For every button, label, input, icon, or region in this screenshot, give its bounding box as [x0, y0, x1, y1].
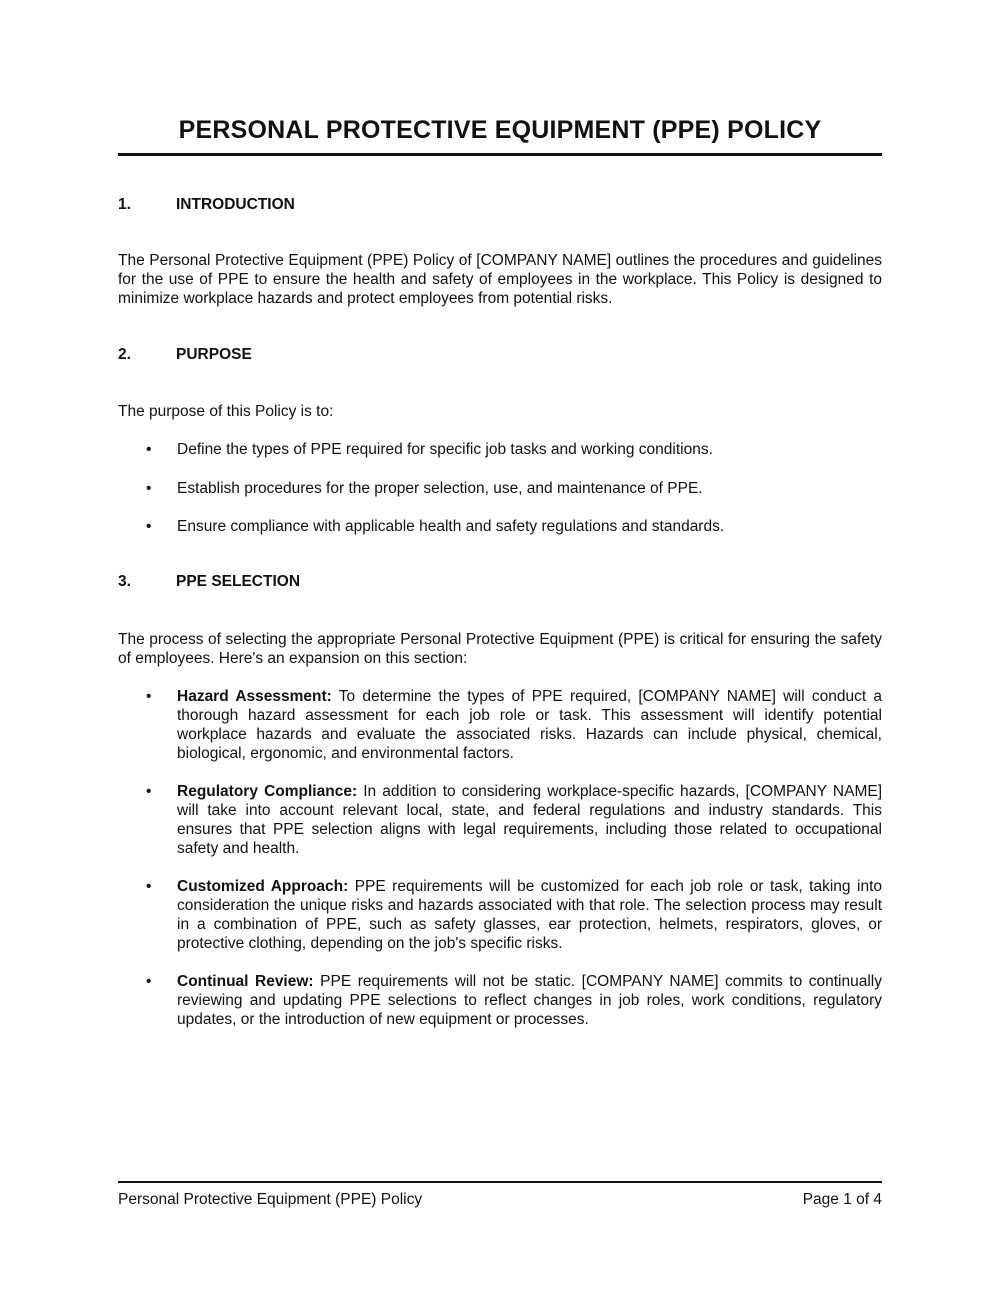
ppe-selection-list — [118, 687, 882, 1048]
purpose-paragraph: The purpose of this Policy is to: — [118, 403, 334, 420]
list-item-text: PPE requirements will not be static. [COMPANY NAME] commits to continually reviewing and updating PPE selections to reflect changes in job roles, work conditions, regulatory updates, or the introduction of new equipment or processes. — [177, 973, 882, 1028]
footer-divider — [118, 1181, 882, 1183]
list-item — [118, 517, 882, 536]
list-item — [118, 687, 882, 763]
list-item-term: Continual Review: — [177, 973, 314, 990]
footer-page-number: Page 1 of 4 — [802, 1191, 882, 1208]
list-item-text: Define the types of PPE required for specific job tasks and working conditions. — [177, 441, 713, 458]
section-heading-purpose — [118, 346, 252, 364]
ppe-selection-paragraph: The process of selecting the appropriate Personal Protective Equipment (PPE) is critical for ensuring the safety of employees. Here's an expansion on this section: — [118, 631, 882, 667]
bullet-icon: • — [146, 878, 152, 895]
section-title: INTRODUCTION — [176, 196, 295, 213]
list-item — [118, 972, 882, 1029]
section-number: 2. — [118, 346, 131, 363]
bullet-icon: • — [146, 441, 152, 458]
section-title: PPE SELECTION — [176, 573, 301, 590]
list-item — [118, 479, 882, 498]
bullet-icon: • — [146, 518, 152, 535]
purpose-list — [118, 440, 882, 556]
bullet-icon: • — [146, 783, 152, 800]
section-heading-ppe-selection — [118, 573, 300, 591]
section-heading-introduction — [118, 196, 295, 214]
introduction-paragraph: The Personal Protective Equipment (PPE) Policy of [COMPANY NAME] outlines the procedures and guidelines for the use of PPE to ensure the health and safety of employees in the workplace. This Policy is designed to minimize workplace hazards and protect employees from potential risks. — [118, 252, 882, 307]
list-item-term: Hazard Assessment: — [177, 688, 332, 705]
bullet-icon: • — [146, 973, 152, 990]
list-item-text: In addition to considering workplace-specific hazards, [COMPANY NAME] will take into account relevant local, state, and federal regulations and industry standards. This ensures that PPE selection aligns with legal requirements, including those related to occupational safety and health. — [177, 783, 882, 857]
list-item-term: Customized Approach: — [177, 878, 349, 895]
list-item — [118, 440, 882, 459]
footer-document-name: Personal Protective Equipment (PPE) Policy — [118, 1191, 423, 1208]
list-item — [118, 877, 882, 953]
list-item-text: To determine the types of PPE required, [COMPANY NAME] will conduct a thorough hazard assessment for each job role or task. This assessment will identify potential workplace hazards and evaluate the associated risks. Hazards can include physical, chemical, biological, ergonomic, and environmental factors. — [177, 688, 883, 762]
document-title: PERSONAL PROTECTIVE EQUIPMENT (PPE) POLICY — [178, 116, 822, 144]
section-number: 1. — [118, 196, 131, 213]
list-item-text: Establish procedures for the proper selection, use, and maintenance of PPE. — [177, 479, 703, 497]
list-item — [118, 782, 882, 858]
title-divider — [118, 153, 882, 156]
section-title: PURPOSE — [176, 346, 252, 363]
list-item-term: Regulatory Compliance: — [177, 783, 358, 800]
bullet-icon: • — [146, 688, 152, 705]
section-number: 3. — [118, 573, 131, 590]
list-item-text: PPE requirements will be customized for each job role or task, taking into consideration the unique risks and hazards associated with that role. The selection process may result in a combination of PPE, such as safety glasses, ear protection, helmets, respirators, gloves, or protective clothing, depending on the job's specific risks. — [177, 878, 882, 952]
bullet-icon: • — [146, 479, 152, 497]
list-item-text: Ensure compliance with applicable health and safety regulations and standards. — [177, 518, 725, 535]
